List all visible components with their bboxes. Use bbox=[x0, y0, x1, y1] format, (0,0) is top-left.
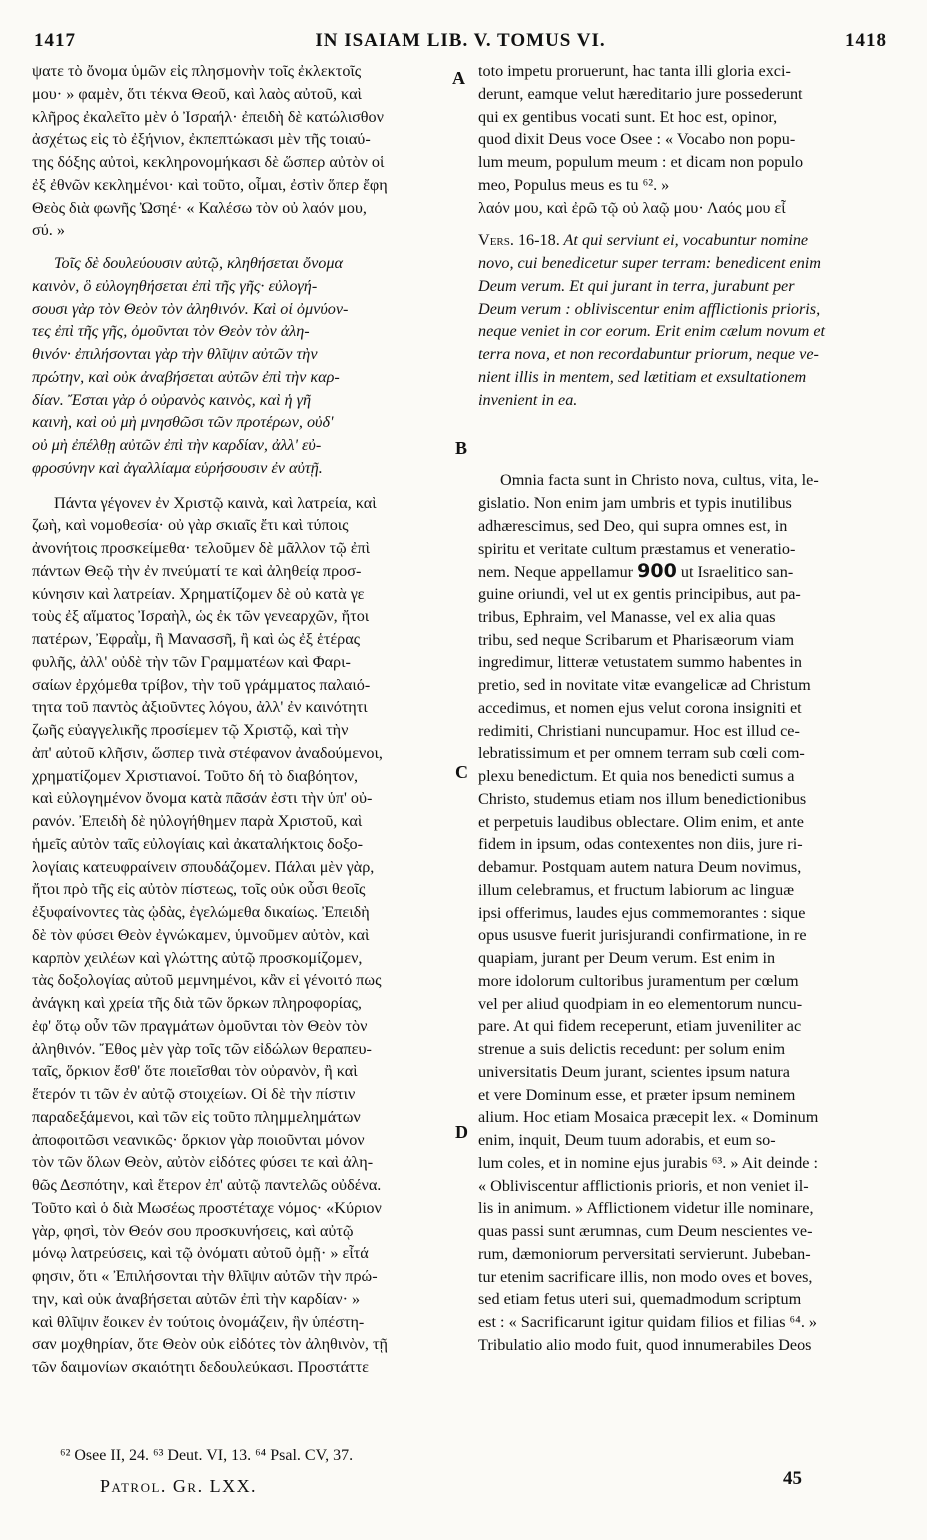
text-line: vel per aliud quodpiam in eo elementorum nuncu- bbox=[478, 994, 803, 1013]
text-line: toto impetu proruerunt, hac tanta illi gloria exci- bbox=[478, 62, 791, 80]
latin-comment-line: adhærescimus, sed Deo, qui supra omnes est, in bbox=[478, 516, 788, 535]
latin-comment-fragment: ut Israelitico san- bbox=[680, 563, 794, 582]
text-line: ἡμεῖς αὐτὸν ταῖς εὐλογίαις καὶ ἀκαταλήκτοις δοξο- bbox=[32, 834, 363, 853]
latin-comment-line bbox=[478, 560, 892, 583]
text-line: invenient in ea. bbox=[478, 390, 578, 409]
greek-commentary bbox=[32, 492, 462, 1379]
text-line: Deum verum : obliviscentur enim afflictionis prioris, bbox=[478, 299, 821, 318]
text-line: qui ex gentibus vocati sunt. Et hoc est, opinor, bbox=[478, 107, 778, 126]
text-line: ἕτερόν τι τῶν ἐν αὐτῷ στοιχείων. Οἱ δὲ τὴν πίστιν bbox=[32, 1085, 356, 1103]
text-line: enim, inquit, Deum tuum adorabis, et eum so- bbox=[478, 1131, 776, 1149]
text-line: καινὸν, ὃ εὐλογηθήσεται ἐπὶ τῆς γῆς· εὐλογή- bbox=[32, 276, 318, 295]
text-line: tur etenim sacrificare illis, non modo oves et boves, bbox=[478, 1267, 813, 1286]
text-line: πρώτην, καὶ οὐκ ἀναβήσεται αὐτῶν ἐπὶ τὴν καρ- bbox=[32, 367, 340, 386]
text-line: χρηματίζομεν Χριστιανοί. Τοῦτο δή τὸ διαβόητον, bbox=[32, 766, 359, 785]
text-line: καὶ εὐλογημένον ὄνομα κατὰ πᾶσάν ἐστι τὴν ὑπ' οὐ- bbox=[32, 789, 373, 808]
text-line: pare. At qui fidem receperunt, etiam juveniliter ac bbox=[478, 1017, 802, 1036]
text-line: universitatis Deum jurant, scientes ipsum natura bbox=[478, 1062, 790, 1081]
text-line: φροσύνην καὶ ἀγαλλίαμα εὑρήσουσιν ἐν αὐτῇ. bbox=[32, 458, 323, 477]
text-line: meo, Populus meus es tu ⁶². » bbox=[478, 175, 670, 194]
text-line: τὰς δοξολογίας αὐτοῦ μεμνημένοι, κἂν εἰ γένοιτό πως bbox=[32, 971, 382, 990]
text-line: τητα τοῦ παντὸς ἀξιοῦντες λόγου, ἀλλ' ἐν καινότητι bbox=[32, 698, 368, 717]
text-line: Θεὸς διὰ φωνῆς Ὠσηέ· « Καλέσω τὸν οὐ λαόν μου, bbox=[32, 198, 367, 217]
text-line: Τοῖς δὲ δουλεύουσιν αὐτῷ, κληθήσεται ὄνομα bbox=[54, 254, 344, 272]
running-header bbox=[34, 30, 887, 56]
text-line: καινὴ, καὶ οὐ μὴ μνησθῶσι τῶν προτέρων, οὐδ' bbox=[32, 413, 334, 432]
text-line: alium. Hoc etiam Mosaica præcepit lex. « Dominum bbox=[478, 1108, 819, 1127]
column-number: 900 bbox=[637, 560, 677, 583]
latin-comment-line: Omnia facta sunt in Christo nova, cultus, vita, le- bbox=[500, 471, 819, 490]
text-line: της δόξης αὐτοὶ, κεκληρονομήκασι δὲ ὥσπερ αὐτὸν οἱ bbox=[32, 153, 385, 171]
margin-marker-c: C bbox=[455, 762, 468, 782]
latin-commentary bbox=[478, 583, 892, 1357]
text-line: novo, cui benedicetur super terram: benedicent enim bbox=[478, 254, 821, 272]
text-line: την, καὶ οὐκ ἀναβήσεται αὐτῶν ἐπὶ τὴν καρδίαν· » bbox=[32, 1289, 361, 1308]
text-line: τες ἐπὶ τῆς γῆς, ὀμοῦνται τὸν Θεὸν τὸν ἀλη- bbox=[32, 322, 310, 341]
latin-comment-line: gislatio. Non enim jam umbris et typis inutilibus bbox=[478, 494, 792, 512]
text-line: ἀσχέτως εἰς τὸ ἐξήνιον, ἐκπεπτώκασι μὲν τῆς τοιαύ- bbox=[32, 130, 371, 149]
left-page-number: 1417 bbox=[34, 30, 76, 51]
gathering-signature: 45 bbox=[783, 1468, 802, 1489]
text-line: ἤτοι πρὸ τῆς εἰς αὐτὸν πίστεως, τοῖς οὐκ οὖσι θεοῖς bbox=[32, 880, 366, 899]
text-line: ἐφ' ὅτῳ οὖν τῶν πραγμάτων ὀμοῦνται τὸν Θεὸν τὸν bbox=[32, 1016, 368, 1035]
latin-intro bbox=[478, 60, 892, 219]
text-line: ζωὴ, καὶ νομοθεσία· οὐ γὰρ σκιαῖς ἔτι καὶ τύποις bbox=[32, 516, 349, 535]
text-line: derunt, eamque velut hæreditario jure possederunt bbox=[478, 84, 803, 103]
latin-verse bbox=[478, 252, 892, 411]
text-line: θινόν· ἐπιλήσονται γὰρ τὴν θλῖψιν αὐτῶν τὴν bbox=[32, 345, 318, 363]
text-line: et perpetuis laudibus oblectare. Olim enim, et ante bbox=[478, 812, 804, 831]
text-line: δὲ τὸν φύσει Θεὸν ἐγνώκαμεν, ὑμνοῦμεν αὐτὸν, καὶ bbox=[32, 925, 370, 944]
text-line: lis in animum. » Afflictionem videtur ille nominare, bbox=[478, 1199, 814, 1218]
greek-column bbox=[32, 60, 462, 1379]
text-line: lebratissimum et per omnem terram sub cœli com- bbox=[478, 744, 805, 763]
text-line: illum celebramus, et fructum labiorum ac linguæ bbox=[478, 880, 795, 899]
text-line: σαν μοχθηρίαν, ὅτε Θεὸν οὐκ εἰδότες τὸν ἀληθινὸν, τῇ bbox=[32, 1335, 388, 1354]
text-line: Christo, studemus etiam nos illum benedictionibus bbox=[478, 789, 807, 808]
greek-intro bbox=[32, 60, 462, 242]
text-line: « Obliviscentur afflictionis prioris, et non veniet il- bbox=[478, 1176, 809, 1195]
text-line: neque veniet in cor eorum. Erit enim cælum novum et bbox=[478, 322, 826, 341]
text-line: λογίαις κατευφραίνειν σπουδάζομεν. Πάλαι μὲν γὰρ, bbox=[32, 857, 375, 876]
text-line: strenue a suis delictis recedunt: per solum enim bbox=[478, 1040, 786, 1058]
text-line: Tribulatio alio modo fuit, quod innumerabiles Deos bbox=[478, 1335, 812, 1354]
text-line: μόνῳ λατρεύσεις, καὶ τῷ ὀνόματι αὐτοῦ ὀμῇ· » εἶτά bbox=[32, 1244, 369, 1263]
text-line: ἀληθινόν. Ἔθος μὲν γὰρ τοῖς τῶν εἰδώλων θεραπευ- bbox=[32, 1039, 372, 1058]
text-line: πάντων Θεῷ τὴν ἐν πνεύματί τε καὶ ἀληθείᾳ προσ- bbox=[32, 561, 362, 580]
text-line: et vere Dominum esse, et præter ipsum neminem bbox=[478, 1085, 796, 1104]
text-line: lum meum, populum meum : et dicam non populo bbox=[478, 153, 804, 171]
text-line: ζωῆς εὐαγγελικῆς προσίεμεν τῷ Χριστῷ, καὶ τὴν bbox=[32, 721, 349, 739]
text-line: καρπὸν χειλέων καὶ γλώττης αὐτῷ προσκομίζομεν, bbox=[32, 948, 363, 967]
text-line: ipsi offerimus, laudes ejus commemorantes : sique bbox=[478, 903, 806, 922]
text-line: redimiti, Christiani nuncupamur. Hoc est illud ce- bbox=[478, 721, 800, 740]
text-line: τῶν δαιμονίων σκαιότητι δεδουλεύκασι. Προστάττε bbox=[32, 1358, 369, 1376]
text-line: ταῖς, ὅρκιον ἔσθ' ὅτε ποιεῖσθαι τὸν οὐρανὸν, ἢ καὶ bbox=[32, 1062, 358, 1081]
margin-marker-d: D bbox=[455, 1122, 468, 1142]
verse-first-text: At qui serviunt ei, vocabuntur nomine bbox=[563, 231, 809, 250]
text-line: terra nova, et non recordabuntur priorum, neque ve- bbox=[478, 345, 819, 363]
text-line: οὐ μὴ ἐπέλθῃ αὐτῶν ἐπὶ τὴν καρδίαν, ἀλλ' εὐ- bbox=[32, 436, 322, 454]
text-line: plexu benedictum. Et quia nos benedicti sumus a bbox=[478, 767, 795, 785]
text-line: ἐξυφαίνοντες τὰς ᾠδὰς, ἐγελώμεθα δικαίως. Ἐπειδὴ bbox=[32, 903, 370, 921]
patrologia-signature: Patrol. Gr. LXX. bbox=[100, 1476, 258, 1496]
text-line: σουσι γὰρ τὸν Θεὸν τὸν ἀληθινόν. Καὶ οἱ ὀμνύον- bbox=[32, 299, 349, 318]
text-line: παραδεξάμενοι, καὶ τῶν εἰς τοῦτο πλημμελημάτων bbox=[32, 1107, 361, 1126]
text-line: πατέρων, Ἐφραῒμ, ἢ Μανασσῆ, ἢ καὶ ὡς ἐξ ἑτέρας bbox=[32, 630, 361, 648]
text-line: quas passi sunt ærumnas, cum Deum nescientes ve- bbox=[478, 1222, 813, 1240]
text-line: ἀνονήτοις προσκείμεθα· τελοῦμεν δὲ μᾶλλον τῷ ἐπὶ bbox=[32, 539, 371, 557]
text-line: accedimus, et nomen ejus velut corona insigniti et bbox=[478, 698, 802, 717]
greek-verse bbox=[32, 252, 462, 480]
latin-comment-line: spiritu et veritate cultum præstamus et veneratio- bbox=[478, 539, 796, 558]
footnotes: ⁶² Osee II, 24. ⁶³ Deut. VI, 13. ⁶⁴ Psal. CV, 37. bbox=[60, 1447, 354, 1464]
text-line: ingredimur, litteræ vetustatem summo habentes in bbox=[478, 653, 802, 672]
text-line: rum, dæmoniorum perversitati servierunt. Jubeban- bbox=[478, 1244, 811, 1263]
text-line: τοὺς ἐξ αἵματος Ἰσραὴλ, ὡς ἐκ τῶν γενεαρχῶν, ἤτοι bbox=[32, 607, 370, 626]
text-line: σύ. » bbox=[32, 221, 65, 240]
text-line: opus ususve fuerit jurisjurandi confirmatione, in re bbox=[478, 926, 807, 945]
margin-marker-b: B bbox=[455, 438, 468, 458]
text-line: δίαν. Ἔσται γὰρ ὁ οὐρανὸς καινὸς, καὶ ἡ γῆ bbox=[32, 390, 311, 409]
text-line: fidem in ipsum, odas contexentes non diis, jure ri- bbox=[478, 835, 803, 854]
text-line: κύνησιν καὶ λατρείαν. Χρηματίζομεν δὲ οὐ κατὰ γε bbox=[32, 584, 365, 603]
text-line: φησιν, ὅτι « Ἐπιλήσονται τὴν θλῖψιν αὐτῶν τὴν πρώ- bbox=[32, 1267, 378, 1285]
text-line: debamur. Postquam autem natura Deum novimus, bbox=[478, 858, 802, 876]
text-line: γὰρ, φησὶ, τὸν Θεόν σου προσκυνήσεις, καὶ αὐτῷ bbox=[32, 1221, 354, 1240]
text-line: σαίων ἐρχόμεθα τρίβον, τὴν τοῦ γράμματος παλαιό- bbox=[32, 675, 371, 694]
margin-marker-a: A bbox=[452, 68, 465, 88]
text-line: Πάντα γέγονεν ἐν Χριστῷ καινὰ, καὶ λατρεία, καὶ bbox=[54, 493, 377, 512]
text-line: lum coles, et in nomine ejus jurabis ⁶³. » Ait deinde : bbox=[478, 1153, 819, 1172]
text-line: quod dixit Deus voce Osee : « Vocabo non popu- bbox=[478, 130, 796, 149]
text-line: κλῆρος ἐκαλεῖτο μὲν ὁ Ἰσραήλ· ἐπειδὴ δὲ κατώλισθον bbox=[32, 107, 384, 126]
verse-label: Vers. 16-18. bbox=[478, 231, 560, 250]
text-line: sed etiam fetus uteri sui, quemadmodum scriptum bbox=[478, 1290, 802, 1309]
text-line: pretio, sed in novitate vitæ evangelicæ ad Christum bbox=[478, 676, 811, 694]
text-line: nient illis in mentem, sed lætitiam et exsultationem bbox=[478, 367, 807, 386]
text-line: tribu, sed neque Scribarum et Pharisæorum viam bbox=[478, 630, 795, 649]
latin-column bbox=[478, 60, 892, 1357]
text-line: ἀπ' αὐτοῦ κλῆσιν, ὥσπερ τινὰ στέφανον ἀναδούμενοι, bbox=[32, 743, 383, 762]
text-line: quapiam, jurant per Deum verum. Est enim in bbox=[478, 949, 776, 967]
text-line: more idolorum cultoribus juramentum per cœlum bbox=[478, 971, 799, 990]
text-line: φυλῆς, ἀλλ' οὐδὲ τὴν τῶν Γραμματέων καὶ Φαρι- bbox=[32, 652, 351, 671]
text-line: θῶς Δεσπότην, καὶ ἕτερον ἐπ' αὐτῷ παντελῶς οὐδένα. bbox=[32, 1176, 382, 1194]
text-line: τὸν τῶν ὅλων Θεὸν, αὐτὸν εἰδότες φύσει τε καὶ ἀλη- bbox=[32, 1153, 374, 1172]
text-line: guine oriundi, vel ut ex gentis principibus, aut pa- bbox=[478, 585, 801, 603]
text-line: ρανόν. Ἐπειδὴ δὲ ηὐλογήθημεν παρὰ Χριστοῦ, καὶ bbox=[32, 812, 363, 830]
latin-comment-fragment: nem. Neque appellamur bbox=[478, 563, 634, 582]
text-line: ἀποφοιτῶσι νεανικῶς· ὅρκιον γὰρ ποιοῦνται μόνον bbox=[32, 1130, 365, 1149]
text-line: ψατε τὸ ὄνομα ὑμῶν εἰς πλησμονὴν τοῖς ἐκλεκτοῖς bbox=[32, 62, 362, 80]
right-page-number: 1418 bbox=[845, 30, 887, 51]
text-line: ἐξ ἐθνῶν κεκλημένοι· καὶ τοῦτο, οἶμαι, ἐστὶν ὅπερ ἔφη bbox=[32, 175, 388, 194]
running-title: IN ISAIAM LIB. V. TOMUS VI. bbox=[315, 30, 606, 51]
latin-verse-first-line bbox=[478, 229, 892, 252]
text-line: μου· » φαμὲν, ὅτι τέκνα Θεοῦ, καὶ λαὸς αὐτοῦ, καὶ bbox=[32, 84, 362, 103]
text-line: καὶ θλῖψιν ἔοικεν ἐν τούτοις ὀνομάζειν, ἣν ὑπέστη- bbox=[32, 1312, 365, 1331]
text-line: Τοῦτο καὶ ὁ διὰ Μωσέως προστέταχε νόμος· «Κύριον bbox=[32, 1198, 382, 1217]
text-line: est : « Sacrificarunt igitur quidam filios et filias ⁶⁴. » bbox=[478, 1313, 818, 1331]
text-line: tribus, Ephraim, vel Manasse, vel ex alia quas bbox=[478, 607, 776, 626]
text-line: ἀνάγκη καὶ χρεία τῆς διὰ τῶν ὅρκων πληροφορίας, bbox=[32, 994, 362, 1012]
text-line: λαόν μου, καὶ ἐρῶ τῷ οὐ λαῷ μου· Λαός μου εἶ bbox=[478, 198, 786, 217]
text-line: Deum verum. Et qui jurant in terra, jurabunt per bbox=[478, 276, 795, 295]
